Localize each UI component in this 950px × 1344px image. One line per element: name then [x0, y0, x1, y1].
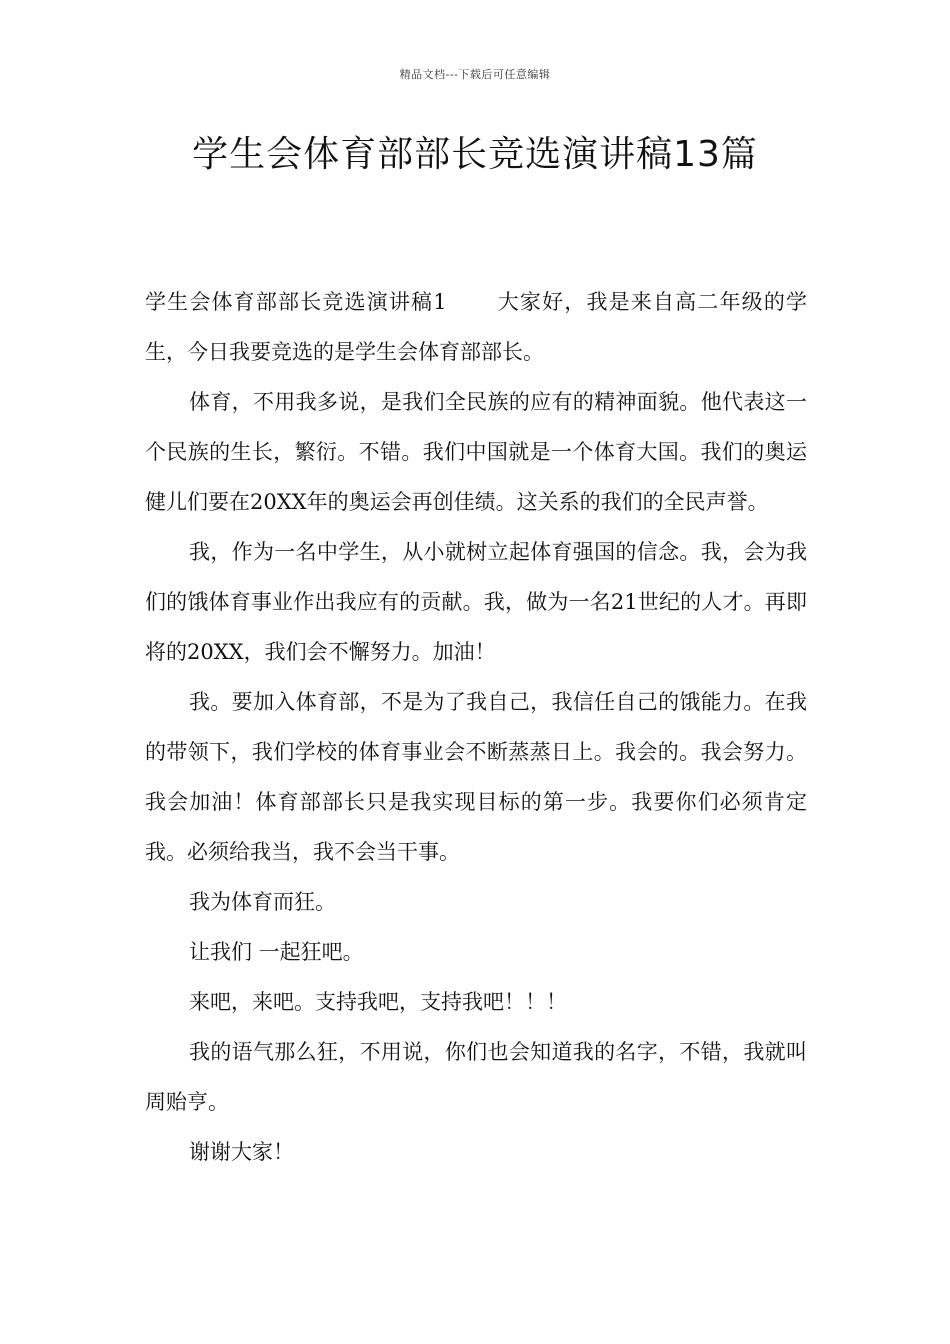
intro-paragraph	[145, 277, 807, 377]
paragraph-text: 大家好，我是来自高二年级的学生，今日我要竞选的是学生会体育部部长。	[145, 290, 807, 364]
section-label: 学生会体育部部长竞选演讲稿1	[145, 290, 447, 314]
paragraph: 我，作为一名中学生，从小就树立起体育强国的信念。我，会为我们的饿体育事业作出我应有的贡献。我，做为一名21世纪的人才。再即将的20XX，我们会不懈努力。加油！	[145, 540, 807, 664]
paragraph: 谢谢大家！	[189, 1140, 294, 1164]
paragraph: 我的语气那么狂，不用说，你们也会知道我的名字，不错，我就叫周贻亨。	[145, 1040, 807, 1114]
paragraph: 我为体育而狂。	[189, 890, 336, 914]
document-body	[145, 277, 807, 1177]
paragraph: 我。要加入体育部，不是为了我自己，我信任自己的饿能力。在我的带领下，我们学校的体育事业会不断蒸蒸日上。我会的。我会努力。我会加油！体育部部长只是我实现目标的第一步。我要你们必须肯定我。必须给我当，我不会当干事。	[145, 690, 807, 864]
header-note: 精品文档---下载后可任意编辑	[399, 68, 551, 81]
paragraph: 体育，不用我多说，是我们全民族的应有的精神面貌。他代表这一个民族的生长，繁衍。不错。我们中国就是一个体育大国。我们的奥运健儿们要在20XX年的奥运会再创佳绩。这关系的我们的全民声誉。	[145, 390, 807, 514]
paragraph: 让我们 一起狂吧。	[189, 940, 364, 964]
paragraph: 来吧，来吧。支持我吧，支持我吧！！！	[189, 990, 567, 1014]
document-title: 学生会体育部部长竞选演讲稿13篇	[192, 134, 758, 175]
